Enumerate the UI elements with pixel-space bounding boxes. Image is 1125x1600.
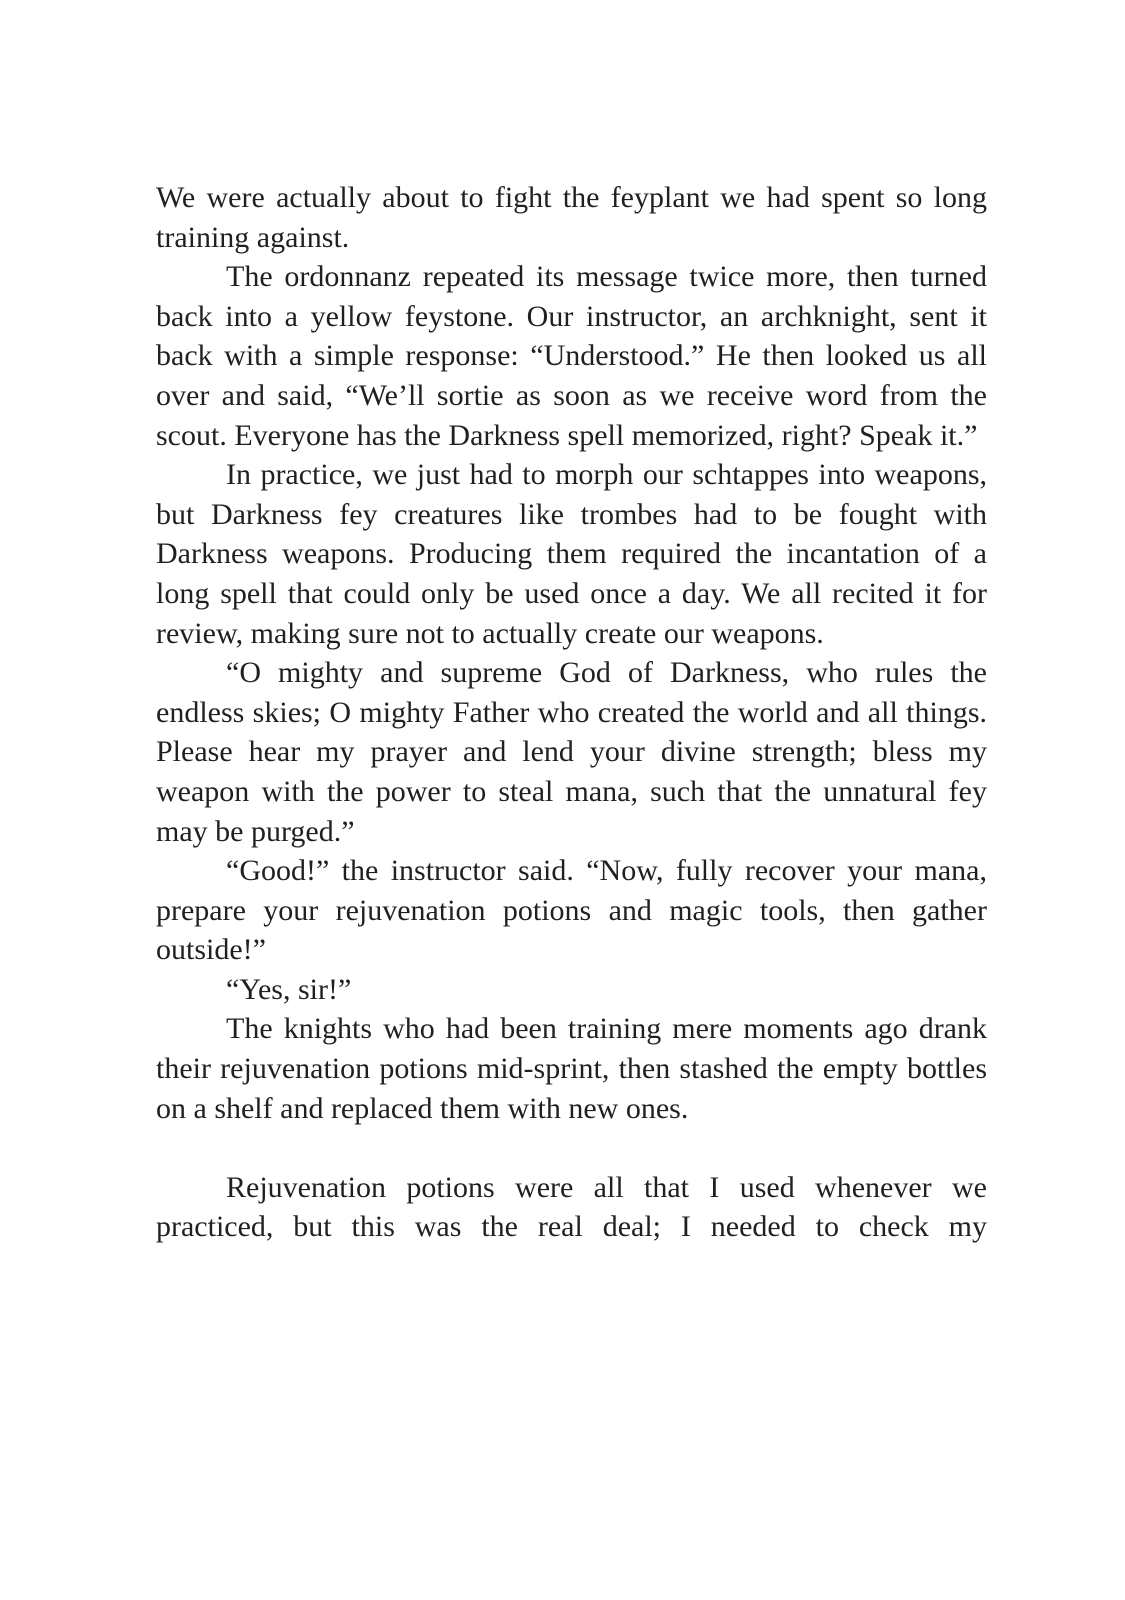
paragraph-1: We were actually about to fight the feyplant we had spent so long training against. bbox=[156, 181, 987, 254]
paragraph-2: The ordonnanz repeated its message twice more, then turned back into a yellow feystone. Our instructor, an archknight, sent it back with a simple response: “Understood.” He then looked us all over and said, “We’ll sortie as soon as we receive word from the scout. Everyone has the Darkness spell memorized, right? Speak it.” bbox=[156, 260, 987, 452]
paragraph-4: “O mighty and supreme God of Darkness, who rules the endless skies; O mighty Father who created the world and all things. Please hear my prayer and lend your divine strength; bless my weapon with the power to steal mana, such that the unnatural fey may be purged.” bbox=[156, 656, 987, 848]
paragraph-5: “Good!” the instructor said. “Now, fully recover your mana, prepare your rejuvenation potions and magic tools, then gather outside!” bbox=[156, 854, 987, 967]
book-page bbox=[156, 178, 987, 1247]
paragraph-3: In practice, we just had to morph our schtappes into weapons, but Darkness fey creatures like trombes had to be fought with Darkness weapons. Producing them required the incantation of a long spell that could only be used once a day. We all recited it for review, making sure not to actually create our weapons. bbox=[156, 458, 987, 650]
section-break bbox=[156, 1128, 987, 1168]
paragraph-8: Rejuvenation potions were all that I used whenever we practiced, but this was the real deal; I needed to check my bbox=[156, 1170, 987, 1244]
paragraph-6: “Yes, sir!” bbox=[226, 972, 352, 1006]
paragraph-7: The knights who had been training mere moments ago drank their rejuvenation potions mid-sprint, then stashed the empty bottles on a shelf and replaced them with new ones. bbox=[156, 1012, 987, 1125]
